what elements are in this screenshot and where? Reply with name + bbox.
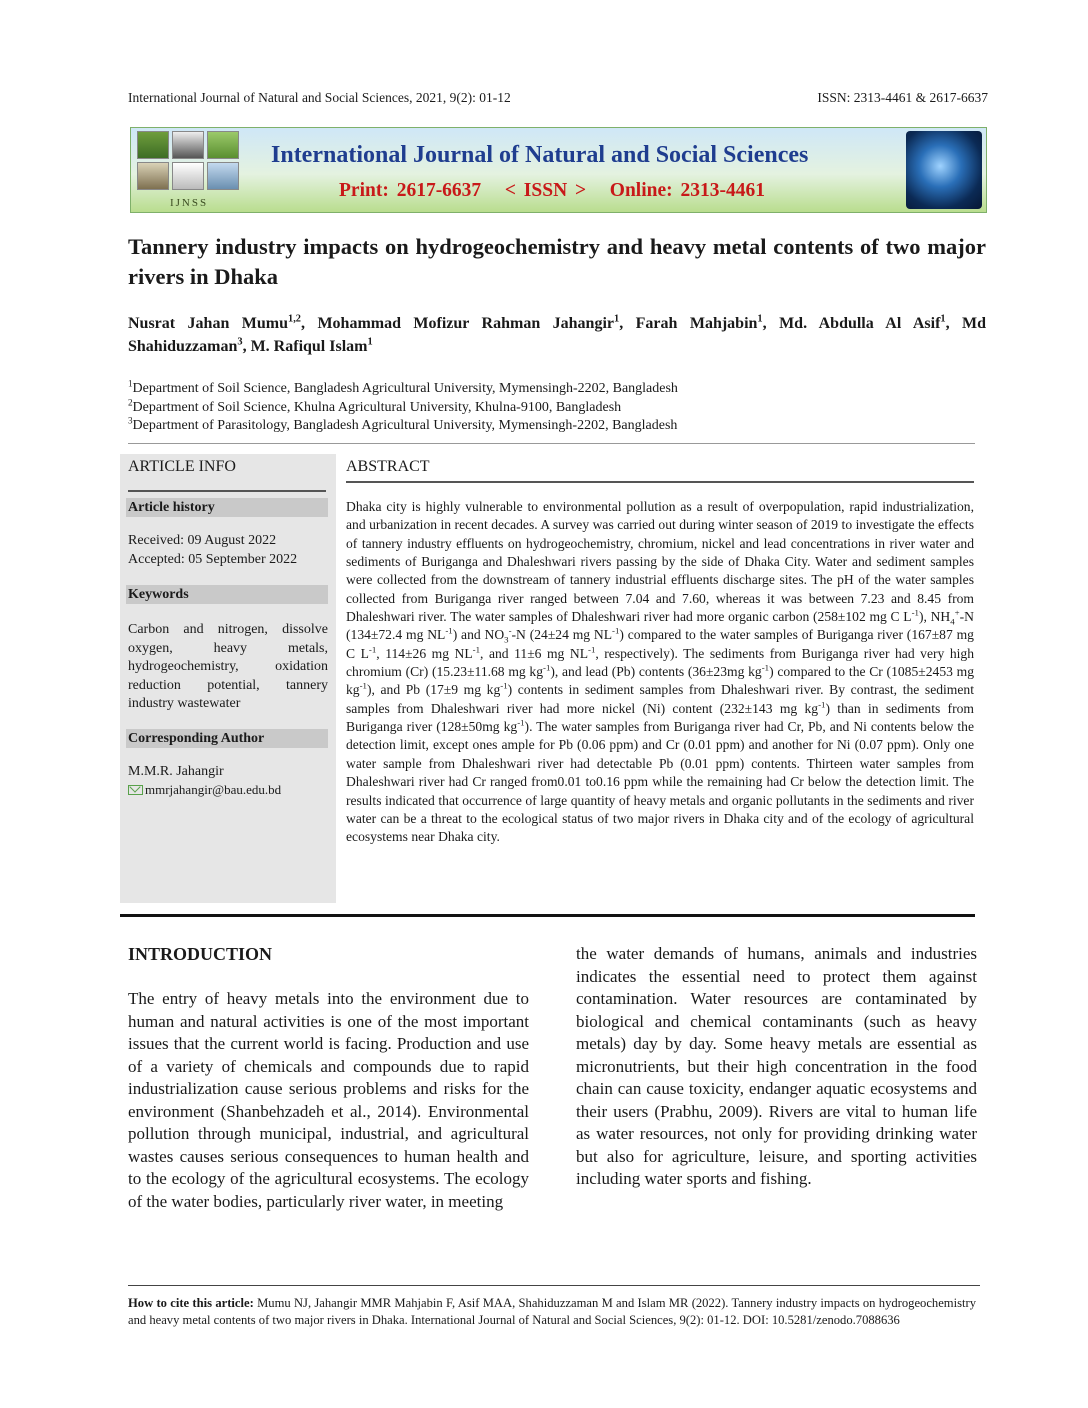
affiliation-item [128, 417, 828, 436]
envelope-icon [128, 785, 143, 795]
author-list: Nusrat Jahan Mumu$^{1,2}$, Mohammad Mofizur Rahman Jahangir$^1$, Farah Mahjabin$^1$, Md. Abdulla Al Asif$^1$, Md Shahiduzzaman$^3$, M. Rafiqul Islam$^1$ [128, 313, 987, 355]
affiliation-text: Department of Soil Science, Khulna Agricultural University, Khulna-9100, Bangladesh [132, 399, 622, 415]
banner-issn-label: < ISSN > [504, 180, 587, 201]
affiliation-list [128, 380, 828, 436]
corresponding-author-email[interactable]: mmrjahangir@bau.edu.bd [145, 782, 282, 797]
accepted-date: Accepted: 05 September 2022 [128, 551, 298, 567]
affiliation-item [128, 380, 828, 399]
affiliation-number: 2 [128, 396, 133, 407]
author-affiliation-mark: 1 [367, 336, 373, 348]
citation-text: Mumu NJ, Jahangir MMR Mahjabin F, Asif MAA, Shahiduzzaman M and Islam MR (2022). Tannery industry impacts on hydrogeochemistry and heavy metal contents of two major rivers in Dhaka. International Journal of Natural and Social Sciences, 9(2): 01-12. DOI: 10.5281/zenodo.7088636 [128, 1296, 976, 1327]
section-divider [128, 443, 975, 444]
affiliation-text: Department of Parasitology, Bangladesh Agricultural University, Mymensingh-2202, Bangladesh [132, 418, 678, 433]
keywords-heading: Keywords [126, 585, 328, 604]
journal-banner [130, 127, 987, 213]
banner-online-issn: Online: 2313-4461 [609, 180, 765, 201]
panel-divider [128, 490, 326, 492]
abstract-divider [346, 481, 974, 483]
banner-print-issn: Print: 2617-6637 [339, 180, 482, 201]
keywords-text: Carbon and nitrogen, dissolve oxygen, heavy metals, hydrogeochemistry, oxidation reduction potential, tannery industry wastewater [128, 622, 328, 711]
citation-label: How to cite this article: [128, 1296, 254, 1310]
author-affiliation-mark: 3 [237, 336, 243, 348]
author-name: Nusrat Jahan Mumu [128, 315, 288, 332]
footer-divider [128, 1285, 980, 1286]
author-name: Md Shahiduzzaman [128, 315, 987, 355]
banner-issn-line [339, 180, 765, 202]
article-title: Tannery industry impacts on hydrogeochemistry and heavy metal contents of two major rivers in Dhaka [128, 234, 986, 289]
article-history-heading: Article history [126, 498, 328, 517]
affiliation-number: 3 [128, 415, 133, 426]
author-name: Md. Abdulla Al Asif [779, 315, 941, 332]
author-affiliation-mark: 1 [614, 313, 620, 325]
introduction-heading: INTRODUCTION [128, 944, 273, 964]
section-divider-thick [120, 914, 975, 917]
affiliation-item [128, 396, 828, 418]
article-info-heading: ARTICLE INFO [128, 458, 236, 475]
affiliation-number: 1 [128, 378, 133, 389]
journal-logo-collage [135, 131, 243, 209]
abstract-heading: ABSTRACT [346, 458, 430, 475]
affiliation-text: Department of Soil Science, Bangladesh Agricultural University, Mymensingh-2202, Bangladesh [132, 381, 678, 396]
corresponding-author-heading: Corresponding Author [126, 729, 328, 748]
author-name: Farah Mahjabin [635, 315, 758, 332]
article-info-panel [120, 454, 336, 903]
author-affiliation-mark: 1 [757, 313, 763, 325]
author-affiliation-mark: 1 [940, 313, 946, 325]
citation-note [128, 1295, 976, 1329]
received-date: Received: 09 August 2022 [128, 533, 277, 548]
abstract-text: Dhaka city is highly vulnerable to environmental pollution as a result of overpopulation, rapid industrialization, and urbanization in recent decades. A survey was carried out during winter season of 2019 to investigate the effects of tannery industry effluents on hydrogeochemistry, chromium, nickel and lead concentrations in river water and sediments of Buriganga and Dhaleshwari rivers passing by the side of Dhaka City. Water and sediment samples were collected from the downstream of tannery industrial effluents discharge sites. The pH of the water samples collected from Buriganga river ranged between 7.04 and 7.60, whereas it was between 7.23 and 8.45 from Dhaleshwari river. The water samples of Dhaleshwari river had more organic carbon (258±102 mg C $L^{-1}$), $NH_4^+-N$ (134±72.4 mg $NL^{-1}$) and $NO_3^--N$ (24±24 mg $NL^{-1}$) compared to the water samples of Buriganga river (167±87 mg C $L^{-1}$, 114±26 mg $NL^{-1}$, and 11±6 mg $NL^{-1}$, respectively). The sediments from Buriganga river had very high chromium (Cr) (15.23±11.68 mg $kg^{-1}$), and lead (Pb) contents (36±23mg $kg^{-1}$) compared to the Cr (1085±2453 mg $kg^{-1}$), and Pb (17±9 mg $kg^{-1}$) contents in sediment samples from Dhaleshwari river. By contrast, the sediment samples from Dhaleshwari river had more nickel (Ni) content (232±143 mg $kg^{-1}$) than in sediments from Buriganga river (128±50mg $kg^{-1}$). The water samples from Buriganga river had Cr, Pb, and Ni contents below the detection limit, except ones ample for Pb (0.06 ppm) and Cr (0.01 ppm) and another for Ni (0.07 ppm). Only one water sample from Dhaleshwari river had detectable Pb (0.01 ppm) contents. Thirteen water samples from Dhaleshwari river had Cr ranged from0.01 to0.16 ppm while the remaining had Cr below the detection limit. The results indicated that occurrence of large quantity of heavy metals and organic pollutants in the sediments and river water can be a threat to the ecological status of two major rivers in Dhaka city and of the ecology of agricultural ecosystems near Dhaka city. [346, 499, 975, 845]
running-header-issn: ISSN: 2313-4461 & 2617-6637 [817, 90, 988, 105]
molecule-globe-icon [906, 131, 982, 209]
running-header-citation: International Journal of Natural and Social Sciences, 2021, 9(2): 01-12 [128, 90, 511, 105]
author-name: M. Rafiqul Islam [250, 338, 368, 355]
author-name: Mohammad Mofizur Rahman Jahangir [317, 315, 614, 332]
corresponding-author-name: M.M.R. Jahangir [128, 764, 224, 779]
article-history [128, 532, 328, 569]
journal-abbreviation: IJNSS [169, 197, 209, 209]
banner-title: International Journal of Natural and Social Sciences [271, 142, 809, 168]
introduction-right-column: the water demands of humans, animals and industries indicates the essential need to protect them against contamination. Water resources are contaminated by biological and chemical contaminants (such as heavy metals) day by day. Some heavy metals are essential as micronutrients, but their high concentration in the food chain can cause toxicity, endanger aquatic ecosystems and their users (Prabhu, 2009). Rivers are vital to human life as water resources, not only for providing drinking water but also for agriculture, leisure, and sporting activities including water sports and fishing. [576, 944, 977, 1189]
author-affiliation-mark: 1,2 [288, 313, 301, 325]
introduction-left-column: The entry of heavy metals into the environment due to human and natural activities is one of the most important issues that the current world is facing. Production and use of a variety of chemicals and compounds due to rapid industrialization cause serious problems and risks for the environment (Shanbehzadeh et al., 2014). Environmental pollution through municipal, industrial, and agricultural wastes causes serious consequences to human health and to the ecology of the agricultural ecosystems. The ecology of the water bodies, particularly river water, in meeting [128, 989, 529, 1211]
corresponding-author [128, 763, 328, 799]
